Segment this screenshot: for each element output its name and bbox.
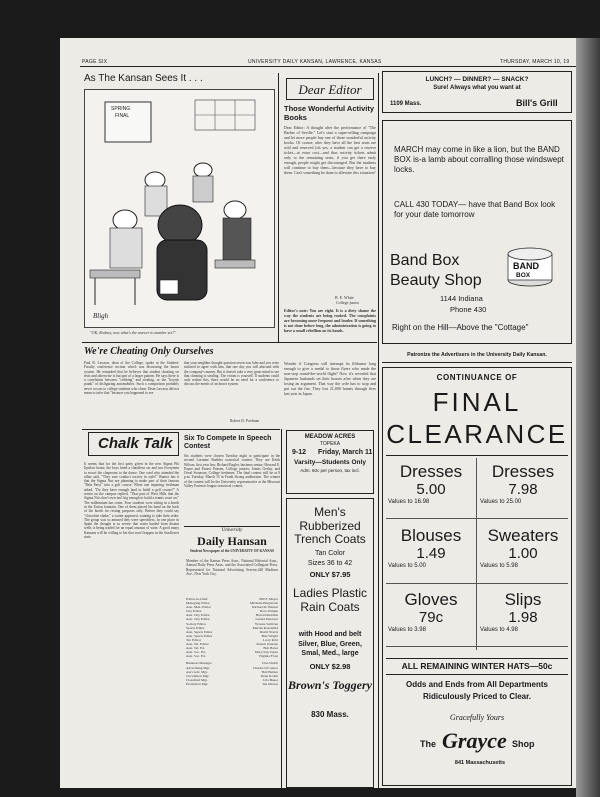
staff-name: Yvonne Sullivan — [254, 621, 278, 626]
page-number: PAGE SIX — [82, 59, 108, 65]
cartoon-drawing — [85, 90, 274, 327]
newspaper-page — [60, 38, 576, 788]
staff-name: Dean Krohn — [260, 673, 278, 678]
staff-name: Bill F. Meyer — [259, 597, 278, 601]
staff-name: Ina Gibson — [262, 681, 278, 686]
cartoon-illustration — [84, 89, 275, 328]
clearance-item-price: 5.00 — [416, 481, 446, 498]
clearance-item-values: Values to 4.98 — [480, 627, 518, 633]
svg-text:BOX: BOX — [516, 272, 531, 279]
band-box-logo — [505, 242, 555, 288]
staff-name: Bob Boles — [263, 646, 278, 651]
clearance-item-values: Values to 16.98 — [388, 499, 430, 505]
masthead-staff-list — [186, 597, 278, 686]
staff-role: Circulation Mgr. — [186, 673, 210, 678]
meadow-acres-name: MEADOW ACRES — [304, 434, 356, 440]
browns-address: 830 Mass. — [311, 710, 349, 719]
editorial-rule — [82, 429, 280, 430]
clearance-item — [386, 462, 476, 524]
staff-name: Ross Temple — [259, 609, 278, 614]
staff-role: Managing Editor — [186, 601, 210, 606]
band-box-phone: Phone 430 — [450, 305, 487, 314]
clearance-item-values: Values to 5.98 — [480, 563, 518, 569]
staff-role: Society Editor — [186, 621, 207, 626]
browns-logo: Brown's Toggery — [288, 678, 372, 692]
staff-name: Larry Pohl — [262, 637, 278, 642]
staff-name: Marvin Rosenfeld — [252, 625, 278, 630]
staff-name: David Norris — [259, 629, 278, 634]
clearance-row-rule — [386, 583, 568, 584]
clearance-label: CLEARANCE — [386, 419, 568, 449]
column-rule-cartoon — [278, 73, 279, 343]
staff-row — [186, 682, 278, 686]
clearance-item-price: 1.49 — [416, 545, 446, 562]
staff-name: Mary Kay Jayne — [254, 650, 278, 655]
speech-title: Six To Compete In Speech Contest — [184, 435, 272, 450]
staff-role: Editor-in-Chief — [186, 597, 208, 601]
staff-role: Asst. Sports Editor — [186, 633, 213, 638]
staff-role: Business Manager — [186, 661, 212, 666]
staff-role: Tel. Editor — [186, 637, 201, 642]
clearance-item-name: Sweaters — [487, 526, 559, 545]
column-rule-1 — [281, 429, 282, 789]
meadow-acres-time: 9-12 — [292, 449, 307, 456]
clearance-item-values: Values to 25.00 — [480, 499, 522, 505]
masthead-subtitle: Student Newspaper of the UNIVERSITY OF KANSAS — [189, 549, 275, 553]
patronize-notice: Patronize the Advertisers in the University Daily Kansan. — [407, 352, 547, 358]
odds-line-2: Ridiculously Priced to Clear. — [422, 692, 532, 701]
page-edge-shadow — [576, 38, 600, 797]
band-box-address: 1144 Indiana — [440, 294, 483, 303]
band-box-paragraph-1: MARCH may come in like a lion, but the BAND BOX is-a lamb about corralling those windswept locks. — [394, 145, 564, 174]
masthead-university: University — [221, 528, 243, 533]
patronize-rule — [382, 362, 572, 363]
staff-role: Sports Editor — [186, 625, 205, 630]
staff-role: Classified Mgr. — [186, 677, 208, 682]
staff-row — [186, 654, 278, 658]
meadow-acres-event: Varsity—Students Only — [294, 459, 366, 466]
odds-line-1: Odds and Ends from All Departments — [406, 680, 548, 689]
editorial-column-1: Paul B. Lawson, dean of the College, spoke at the Student-Faculty conference section which was discussing the honor system. He remarked that he believes that student cheating on tests and otherwise is but part of a larger pattern. He says there is a correlation between "cribbing" and stealing, or the "boyish prank" of disfiguring automobiles. Such a comparison probably never occurs to college students who cheat. Dean Lawson did not mean to infer that "because you happened to see — [84, 361, 179, 396]
cartoon-signature: Bligh — [93, 312, 109, 320]
cartoon-caption: "OK, Rodney, now what's the answer to number six?" — [90, 330, 176, 335]
hats-rule-bottom — [386, 674, 568, 675]
clearance-item-name: Slips — [504, 590, 542, 609]
congress-paragraph: Wonder if Congress will interrupt its filibuster long enough to give a medal to those flyers who made the non-stop round-the-world flight? Now it's revealed that Japanese husbands set their houses afire when they are losing an argument. That way the wife has to stop and put out the fire. They lost 21,000 homes through fires last year in Japan. — [284, 361, 376, 396]
staff-name: Richard R. Barnes — [252, 605, 278, 610]
hats-rule-top — [386, 658, 568, 659]
clearance-item-name: Blouses — [400, 526, 462, 545]
clearance-item — [386, 526, 476, 588]
coats-detail: Tan Color — [315, 550, 345, 557]
coats-sizes: Sizes 36 to 42 — [307, 560, 353, 567]
clearance-column-rule — [476, 458, 477, 650]
cartoon-section-title: As The Kansan Sees It . . . — [84, 73, 203, 84]
chalk-talk-body: It seems that for the first party given in the new Sigma Phi Epsilon house, the boys hired a chauffeur car and two liverymen to escort the chaperons to the dance. One coed who attended the affair said, "They sure conduct society in style!" Rumor has it that the Sigma Nus are planning to make part of their famous "Bela Party" into a golf course. When one inquiring freshman asked, "Do they have enough land to build a golf course?" A senior on the campus replied, "That part of West Hills that the Sigma Nu's don't own isn't big enough to build a tennis court on." The millennium has come. Four students were sitting in a booth in the Union fountain. One of them placed his hand on the back of the booth for resting purposes only. Before they could say "chocolate shake," a waiter appeared, wanting to take their order. The group was so amazed they were speechless. In one place in Spain the drought is so severe that water hauled from distant wells is being traded for an equal amount of wine. A good many Kansans will be willing to bet that won't happen in the Sunflower state. — [84, 462, 179, 540]
bills-grill-line2: Sure! Always what you want at — [433, 85, 521, 91]
editorial-title: We're Cheating Only Ourselves — [84, 346, 214, 357]
staff-name: Bud Wright — [261, 633, 278, 638]
staff-name: Bob Battles — [261, 669, 278, 674]
staff-role: Promotion Mgr. — [186, 681, 209, 686]
svg-text:FINAL: FINAL — [115, 113, 130, 119]
clearance-row-rule — [386, 518, 568, 519]
staff-name: Michelle Bergstrom — [249, 601, 278, 606]
staff-name: Charles O'Connor — [252, 665, 278, 670]
bills-grill-line1: LUNCH? — DINNER? — SNACK? — [425, 76, 529, 83]
coats-title: Men's Rubberized Trench Coats — [294, 505, 366, 546]
dear-editor-title: Those Wonderful Activity Books — [284, 104, 375, 122]
dear-editor-signature: B. E. White — [335, 295, 354, 300]
date-header: THURSDAY, MARCH 10, 19 — [500, 59, 570, 65]
column-rule-2 — [378, 73, 379, 789]
staff-name: Robert Ostesen — [256, 642, 278, 647]
staff-role: Asst. Sports Editor — [186, 629, 213, 634]
clearance-row-rule — [386, 646, 568, 647]
clearance-item-values: Values to 5.00 — [388, 563, 426, 569]
editorial-column-2: that your neighbor thought question seven was false and you were inclined to agree with him, that one day you will abscond with the company's money. But it doesn't take a very great mind to see that cheating is stealing. The victim is yourself. If students could only realize this, there would be no need for a conference to discuss the merits of an honor system. — [184, 361, 279, 387]
clearance-rule — [386, 455, 568, 456]
clearance-item — [478, 590, 568, 652]
meadow-acres-city: TOPEKA — [319, 441, 341, 447]
meadow-acres-date: Friday, March 11 — [318, 449, 373, 456]
band-box-name-2: Beauty Shop — [390, 272, 482, 289]
clearance-item — [386, 590, 476, 652]
blackboard-text: SPRING — [111, 106, 131, 112]
clearance-item — [478, 526, 568, 588]
clearance-item-price: 1.00 — [508, 545, 538, 562]
grayce-shop: Shop — [512, 739, 535, 749]
masthead-member-info: Member of the Kansas Press Assn., National Editorial Assn., Annual Daily Press Assn., and the Associated Collegiate Press. Represented for National Advertising Service,420 Madison Ave., New York City. — [186, 559, 278, 576]
dear-editor-body: Dear Editor: A thought after the performance of "The Barber of Seville." Let's start a super-selling campaign and let more people buy one of those wonderful activity books. Of course, after they have all the best seats are sold and reserved (oh yes, a student can get a reserve ticket—at extra cost—and thus activity tickets admit only to the remaining seats, if you get there early enough, people might get discouraged. But the students will continue to buy them—because they have to buy them. Can't something be done to alleviate this situation? — [284, 125, 376, 175]
clearance-item-name: Dresses — [399, 462, 463, 481]
ladies-price: ONLY $2.98 — [309, 662, 351, 671]
header-rule — [80, 66, 576, 67]
masthead-name: Daily Hansan — [197, 534, 267, 548]
editors-note: Editor's note: You are right. It is a dirty shame the way the students are being rooked. The complaints are becoming more frequent and louder. If something is not done before long, the administration is going to have a small rebellion on its hands. — [284, 308, 376, 333]
staff-role: Asst. City Editor — [186, 617, 210, 622]
staff-role: Asst. City Editor — [186, 613, 210, 618]
staff-name: Virginia Frost — [258, 654, 278, 659]
dear-editor-heading: Dear Editor — [298, 82, 362, 97]
bills-grill-name: Bill's Grill — [516, 98, 558, 108]
meadow-acres-price: Adm. 60c per person, tax incl. — [300, 468, 360, 473]
bills-grill-address: 1109 Mass. — [390, 101, 422, 107]
grayce-logo: Grayce — [442, 728, 507, 753]
clearance-item-values: Values to 3.98 — [388, 627, 426, 633]
clearance-item-price: 7.98 — [508, 481, 538, 498]
dear-editor-signature-title: College junior — [336, 300, 359, 305]
ladies-title: Ladies Plastic Rain Coats — [292, 586, 368, 614]
coats-price: ONLY $7.95 — [309, 570, 351, 579]
speech-rule — [184, 526, 280, 527]
speech-body: Six students were chosen Tuesday night to participate in the second Lorraine Buehler oratorical contest. They are Keith Wilson, first year law; Richard Engler, business senior; Howard E. Payne and Ernest Friesen, College juniors; James Gerlay, and Orval Swanson, College freshmen. The final contest will be at 8 p.m. Tuesday, March 15 in Frank Strong auditorium. The winner of the contest will be the University representative at the Missouri Valley Forensic league oratorical contest. — [184, 454, 280, 489]
winter-hats-line: ALL REMAINING WINTER HATS—50c — [401, 661, 553, 671]
staff-role: Advertising Mgr. — [186, 665, 211, 670]
clearance-item-price: 1.98 — [508, 609, 538, 626]
staff-role: City Editor — [186, 609, 202, 614]
band-box-tagline: Right on the Hill—Above the "Cottage" — [392, 323, 529, 332]
staff-name: Don Welch — [262, 661, 278, 666]
staff-role: Asst. Tel. Ed. — [186, 646, 205, 651]
staff-name: Lila Bauer — [263, 677, 278, 682]
grayce-the: The — [420, 739, 437, 749]
band-box-name-1: Band Box — [390, 252, 460, 269]
clearance-item — [478, 462, 568, 524]
gracefully-yours: Gracefully Yours — [449, 713, 505, 722]
continuance-label: CONTINUANCE OF — [436, 373, 518, 382]
chalk-talk-title: Chalk Talk — [98, 435, 173, 452]
clearance-item-name: Gloves — [404, 590, 458, 609]
svg-text:BAND: BAND — [513, 261, 539, 271]
editorial-author: Robert D. Poelman — [230, 419, 260, 423]
staff-name: Gerald Peterson — [255, 617, 278, 622]
ladies-colors: Silver, Blue, Green, Smal, Med., large — [298, 641, 362, 657]
paper-name-header: UNIVERSITY DAILY KANSAN, LAWRENCE, KANSAS — [248, 59, 382, 65]
ladies-detail: with Hood and belt — [298, 631, 362, 638]
clearance-item-name: Dresses — [491, 462, 555, 481]
staff-role: Ass't Adv. Mgr. — [186, 669, 208, 674]
bear-head — [158, 205, 202, 245]
staff-role: Asst. Soc. Ed. — [186, 650, 206, 655]
grayce-address: 841 Massachusetts — [454, 760, 506, 766]
clearance-item-price: 79c — [418, 609, 444, 626]
staff-name: Harold Reddick — [255, 613, 278, 618]
staff-role: Asst. Tel. Editor — [186, 642, 209, 647]
student-head-1 — [145, 172, 165, 188]
staff-role: Asst. Soc. Ed. — [186, 654, 206, 659]
staff-role: Asst. Man. Editor — [186, 605, 211, 610]
band-box-paragraph-2: CALL 430 TODAY— have that Band Box look for your date tomorrow — [394, 200, 556, 219]
final-label: FINAL — [432, 387, 522, 417]
